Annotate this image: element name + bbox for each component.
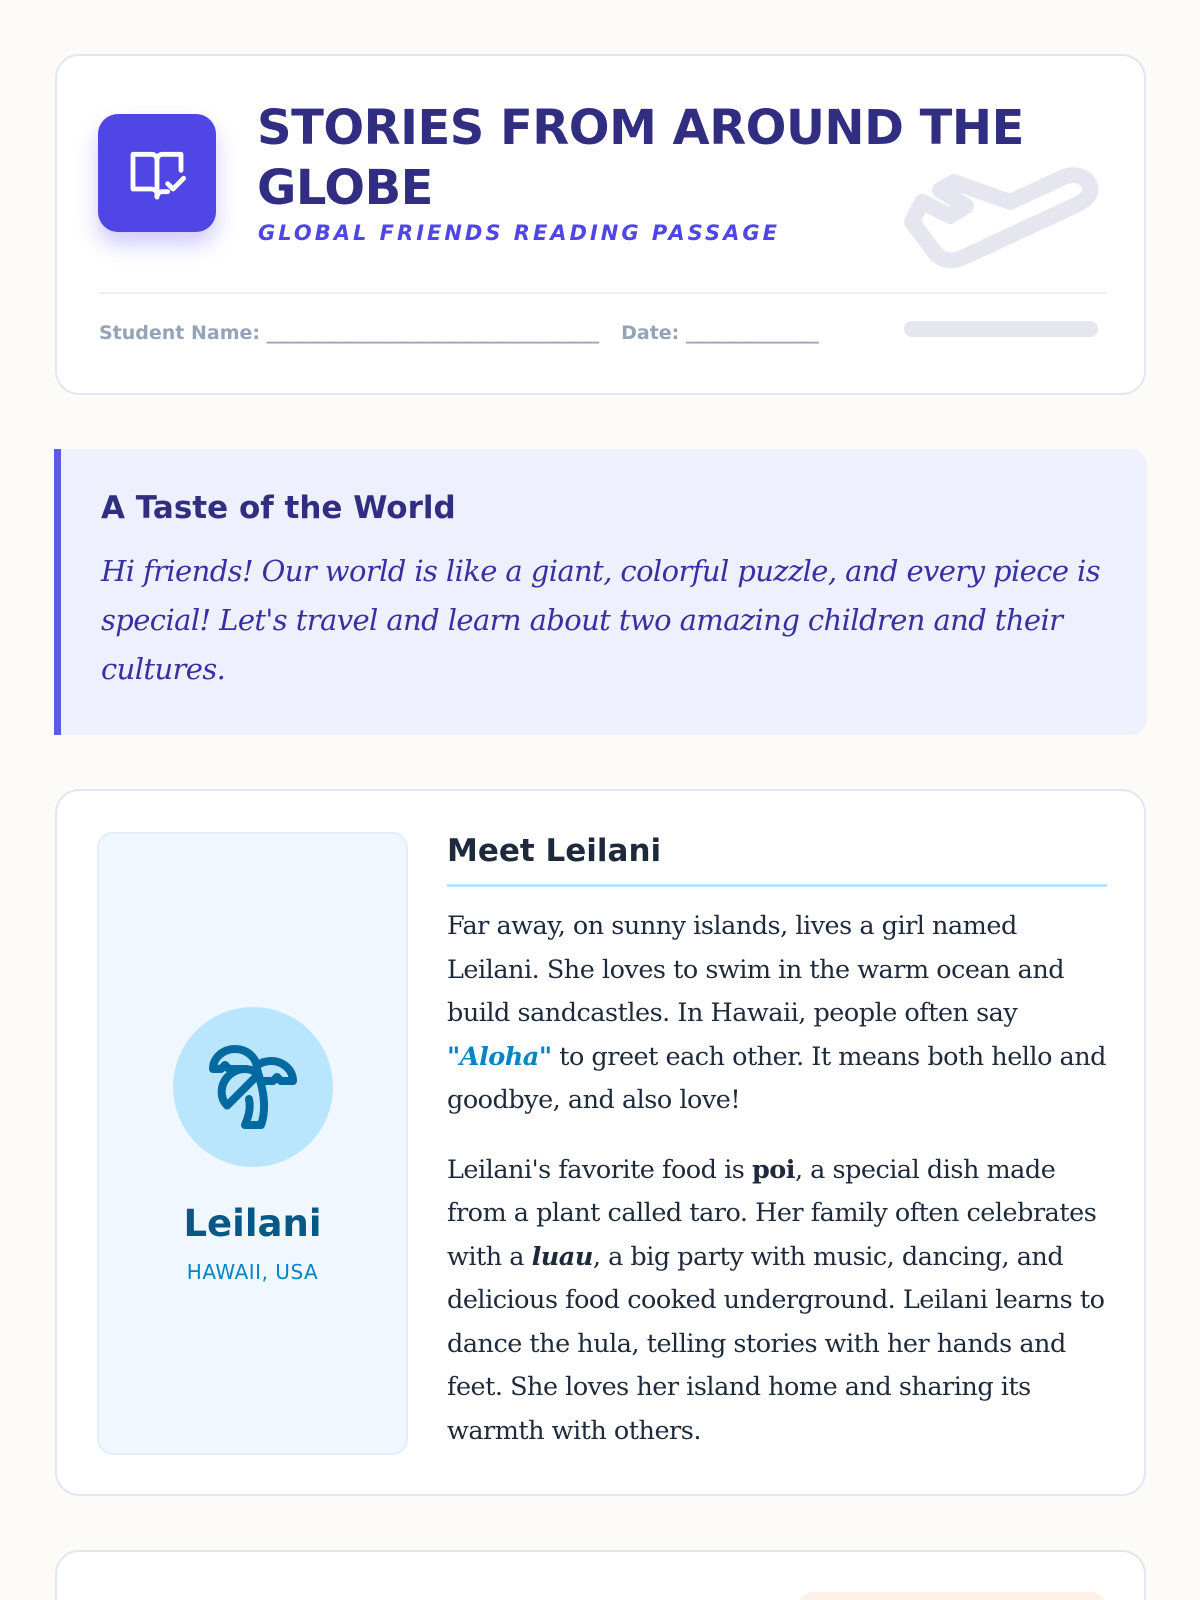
- profile-location: HAWAII, USA: [186, 1260, 319, 1284]
- story-paragraph-2: Leilani's favorite food is poi, a special dish made from a plant called taro. Her family often celebrates with a luau, a big party with music, dancing, and delicious food cooked underground. Leilani learns to dance the hula, telling stories with her hands and feet. She loves her island home and sharing its warmth with others.: [447, 1154, 1105, 1446]
- profile-name: Leilani: [183, 1202, 322, 1245]
- intro-callout: [54, 449, 1147, 735]
- date-field[interactable]: Date: ______________: [621, 322, 819, 344]
- vocab-word: poi: [751, 1154, 795, 1185]
- vocab-word: luau: [531, 1241, 593, 1272]
- profile-panel: [797, 1592, 1107, 1600]
- page-subtitle: GLOBAL FRIENDS READING PASSAGE: [258, 221, 780, 245]
- book-check-icon: [98, 114, 216, 232]
- story-paragraph-1: Far away, on sunny islands, lives a girl named Leilani. She loves to swim in the warm ocean and build sandcastles. In Hawaii, people often say "Aloha" to greet each other. It means both hello and goodbye, and also love!: [447, 911, 1107, 1115]
- page-title: STORIES FROM AROUND THE GLOBE: [257, 100, 1024, 216]
- intro-text: Hi friends! Our world is like a giant, colorful puzzle, and every piece is special! Let's travel and learn about two amazing children and their cultures.: [101, 554, 1101, 686]
- profile-avatar: [173, 1007, 333, 1167]
- student-name-field[interactable]: Student Name: ___________________________________: [99, 322, 600, 344]
- worksheet-header: [55, 54, 1146, 395]
- highlight-word: "Aloha": [447, 1041, 552, 1072]
- palm-tree-icon: [205, 1037, 301, 1137]
- story-body: [447, 905, 1111, 1453]
- story-card-leilani: [55, 789, 1146, 1496]
- header-divider: [98, 292, 1107, 294]
- profile-panel: [97, 832, 408, 1455]
- story-heading: Meet Leilani: [447, 833, 662, 869]
- airplane-takeoff-icon: [902, 124, 1102, 348]
- intro-title: A Taste of the World: [101, 490, 456, 526]
- story-card-next: [55, 1550, 1146, 1600]
- student-info-fields: [99, 322, 819, 344]
- heading-underline: [447, 884, 1107, 887]
